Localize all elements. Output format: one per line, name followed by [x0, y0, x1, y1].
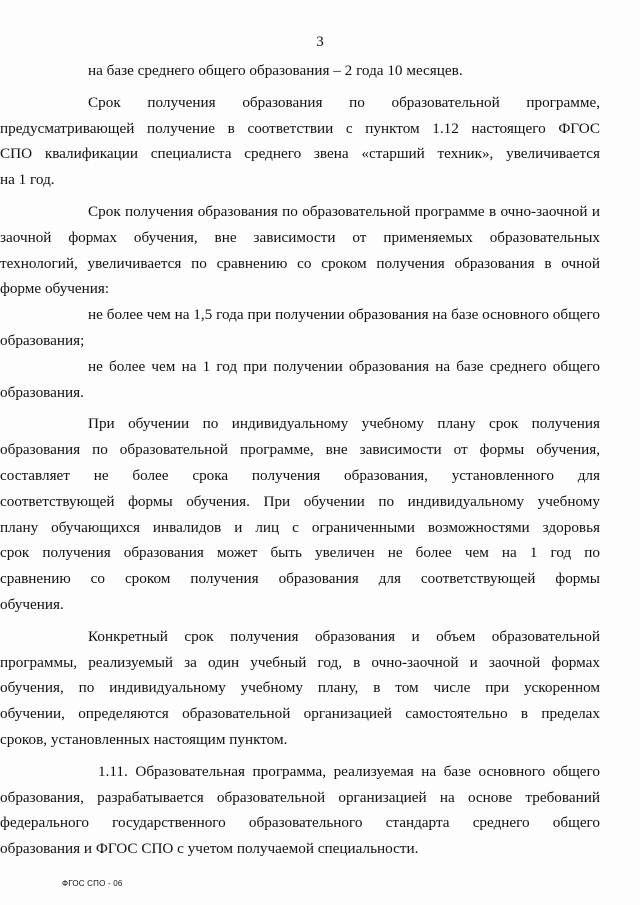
- text-line: образования и ФГОС СПО с учетом получаемой специальности.: [0, 840, 419, 858]
- text-line: Срок получения образования по образовательной программе,: [88, 93, 600, 111]
- text-line: обучения.: [0, 595, 64, 613]
- document-body: [0, 58, 600, 862]
- text-line: образования.: [0, 383, 84, 401]
- text-line: сравнению со сроком получения образования для соответствующей формы: [0, 570, 600, 588]
- text-line: форме обучения:: [0, 280, 110, 298]
- text-line: срок получения образования может быть увеличен не более чем на 1 год по: [0, 544, 600, 562]
- text-line: заочной формах обучения, вне зависимости от применяемых образовательных: [0, 228, 600, 246]
- text-line: сроков, установленных настоящим пунктом.: [0, 730, 288, 748]
- page-number: 3: [316, 34, 324, 50]
- text-line: программы, реализуемый за один учебный год, в очно-заочной и заочной формах: [0, 653, 600, 671]
- text-line: предусматривающей получение в соответствии с пунктом 1.12 настоящего ФГОС: [0, 119, 600, 137]
- text-line: образования по образовательной программе, вне зависимости от формы обучения,: [0, 441, 600, 459]
- text-line: 1.11. Образовательная программа, реализуемая на базе основного общего: [98, 762, 600, 780]
- footer-code: ФГОС СПО - 06: [62, 879, 123, 888]
- text-line: не более чем на 1,5 года при получении образования на базе основного общего: [88, 306, 600, 324]
- text-line: обучении, определяются образовательной организацией самостоятельно в пределах: [0, 705, 600, 723]
- text-line: обучения, по индивидуальному учебному плану, в том числе при ускоренном: [0, 679, 600, 697]
- text-line: не более чем на 1 год при получении образования на базе среднего общего: [88, 357, 600, 375]
- text-line: на базе среднего общего образования – 2 года 10 месяцев.: [88, 62, 463, 79]
- text-line: Срок получения образования по образовательной программе в очно-заочной и: [88, 202, 600, 220]
- text-line: плану обучающихся инвалидов и лиц с ограниченными возможностями здоровья: [0, 518, 600, 536]
- text-line: образования, разрабатывается образовательной организацией на основе требований: [0, 788, 600, 806]
- text-line: составляет не более срока получения образования, установленного для: [0, 466, 600, 484]
- text-line: на 1 год.: [0, 171, 55, 189]
- text-line: Конкретный срок получения образования и объем образовательной: [88, 627, 600, 645]
- text-line: федерального государственного образовательного стандарта среднего общего: [0, 814, 600, 832]
- text-line: образования;: [0, 331, 85, 349]
- text-line: технологий, увеличивается по сравнению со сроком получения образования в очной: [0, 254, 600, 272]
- text-line: СПО квалификации специалиста среднего звена «старший техник», увеличивается: [0, 145, 600, 163]
- text-line: соответствующей формы обучения. При обучении по индивидуальному учебному: [0, 492, 600, 510]
- text-line: При обучении по индивидуальному учебному плану срок получения: [88, 415, 600, 433]
